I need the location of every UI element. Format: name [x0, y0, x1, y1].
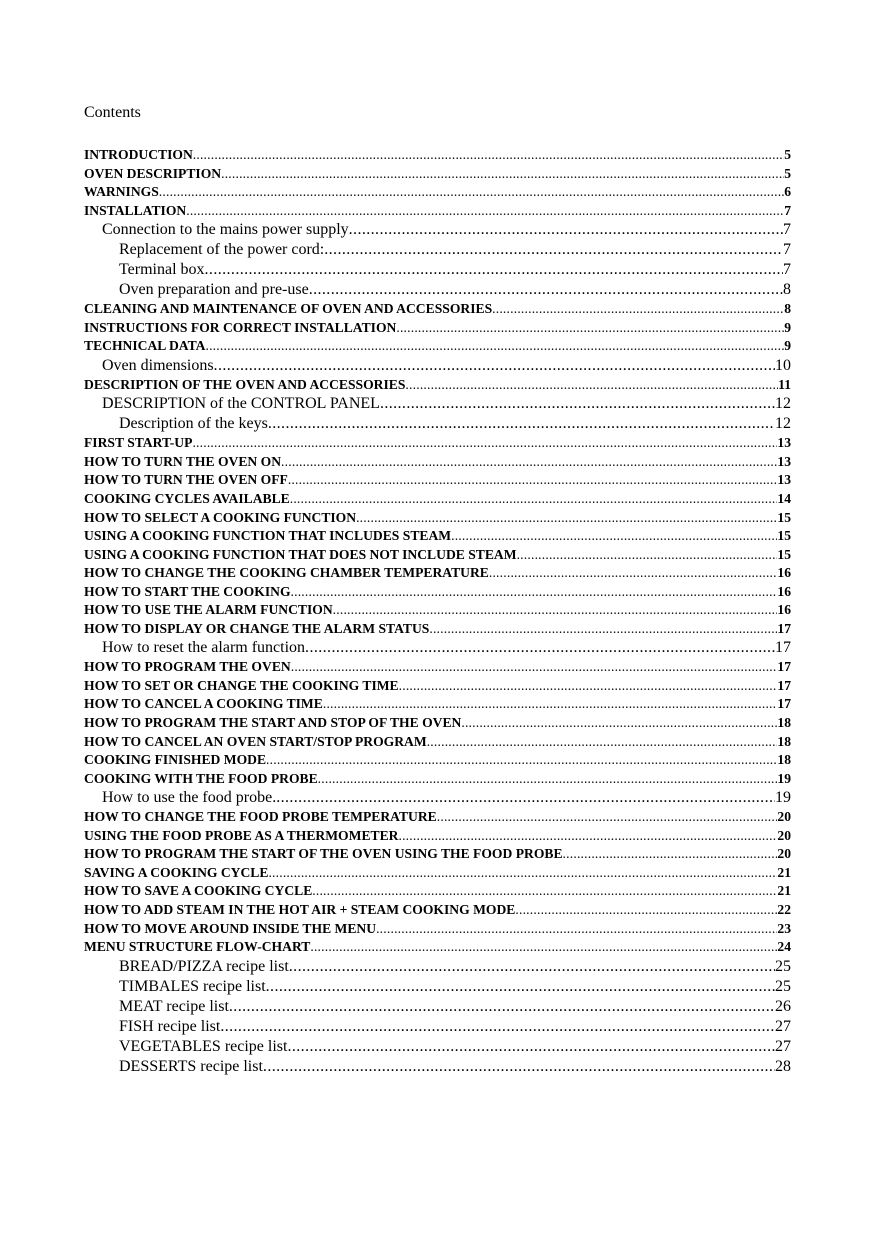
- toc-entry-label: USING A COOKING FUNCTION THAT DOES NOT INCLUDE STEAM: [84, 546, 517, 562]
- toc-dot-leader: [221, 165, 784, 184]
- toc-entry-label: Oven dimensions: [102, 356, 214, 374]
- toc-entry[interactable]: [84, 658, 791, 677]
- toc-entry-label: INSTALLATION: [84, 202, 187, 218]
- toc-page-number: 21: [777, 883, 791, 899]
- toc-entry[interactable]: [84, 183, 791, 202]
- toc-entry-label: FIRST START-UP: [84, 435, 193, 451]
- toc-page-number: 15: [777, 509, 791, 525]
- toc-entry-label: COOKING WITH THE FOOD PROBE: [84, 770, 318, 786]
- toc-page-number: 13: [777, 435, 791, 451]
- toc-dot-leader: [451, 527, 777, 546]
- toc-entry[interactable]: [84, 471, 791, 490]
- toc-entry[interactable]: [84, 546, 791, 565]
- toc-entry[interactable]: [84, 453, 791, 472]
- toc-entry-label: HOW TO CANCEL A COOKING TIME: [84, 696, 323, 712]
- toc-entry[interactable]: [84, 733, 791, 752]
- toc-page-number: 5: [784, 165, 791, 181]
- toc-page-number: 12: [775, 415, 791, 433]
- toc-page-number: 10: [775, 356, 791, 374]
- toc-dot-leader: [281, 453, 777, 472]
- toc-entry-label: Connection to the mains power supply: [102, 221, 349, 239]
- toc-dot-leader: [268, 864, 777, 883]
- toc-entry[interactable]: [84, 638, 791, 658]
- toc-dot-leader: [323, 695, 778, 714]
- toc-entry-label: HOW TO DISPLAY OR CHANGE THE ALARM STATUS: [84, 620, 430, 636]
- toc-entry[interactable]: [84, 1017, 791, 1037]
- toc-dot-leader: [205, 337, 784, 356]
- toc-entry-label: Replacement of the power cord:: [119, 241, 325, 259]
- toc-dot-leader: [288, 471, 778, 490]
- toc-entry[interactable]: [84, 770, 791, 789]
- toc-entry-label: HOW TO START THE COOKING: [84, 583, 291, 599]
- toc-entry[interactable]: [84, 827, 791, 846]
- toc-entry-label: HOW TO PROGRAM THE START AND STOP OF THE OVEN: [84, 715, 462, 731]
- toc-dot-leader: [220, 1017, 775, 1037]
- toc-entry[interactable]: [84, 1057, 791, 1077]
- toc-dot-leader: [396, 319, 784, 338]
- toc-entry-label: HOW TO CHANGE THE FOOD PROBE TEMPERATURE: [84, 809, 437, 825]
- toc-page-number: 21: [777, 864, 791, 880]
- toc-entry-label: HOW TO SET OR CHANGE THE COOKING TIME: [84, 677, 399, 693]
- toc-page-number: 25: [775, 977, 791, 995]
- toc-entry-label: DESSERTS recipe list: [119, 1057, 263, 1075]
- toc-dot-leader: [309, 280, 783, 300]
- toc-entry-label: HOW TO SAVE A COOKING CYCLE: [84, 883, 313, 899]
- toc-entry[interactable]: [84, 808, 791, 827]
- toc-entry-label: MEAT recipe list: [119, 997, 229, 1015]
- toc-entry[interactable]: [84, 695, 791, 714]
- toc-dot-leader: [205, 260, 783, 280]
- toc-page-number: 9: [784, 338, 791, 354]
- toc-dot-leader: [287, 1037, 775, 1057]
- toc-dot-leader: [289, 957, 775, 977]
- toc-page-number: 18: [777, 752, 791, 768]
- toc-entry-label: MENU STRUCTURE FLOW-CHART: [84, 939, 311, 955]
- toc-entry[interactable]: [84, 280, 791, 300]
- toc-page-number: 7: [784, 202, 791, 218]
- toc-entry-label: SAVING A COOKING CYCLE: [84, 864, 269, 880]
- toc-entry-label: HOW TO PROGRAM THE START OF THE OVEN USING THE FOOD PROBE: [84, 846, 563, 862]
- toc-entry[interactable]: [84, 509, 791, 528]
- toc-dot-leader: [263, 1057, 775, 1077]
- toc-entry-label: CLEANING AND MAINTENANCE OF OVEN AND ACCESSORIES: [84, 301, 493, 317]
- toc-dot-leader: [356, 509, 777, 528]
- toc-entry[interactable]: [84, 788, 791, 808]
- toc-page-number: 16: [777, 602, 791, 618]
- toc-page-number: 6: [784, 184, 791, 200]
- toc-dot-leader: [305, 638, 775, 658]
- toc-dot-leader: [291, 583, 778, 602]
- toc-page-number: 20: [777, 827, 791, 843]
- toc-page-number: 13: [777, 472, 791, 488]
- toc-page-number: 16: [777, 565, 791, 581]
- toc-entry[interactable]: [84, 564, 791, 583]
- toc-page-number: 28: [775, 1057, 791, 1075]
- toc-dot-leader: [429, 620, 777, 639]
- toc-entry[interactable]: [84, 845, 791, 864]
- toc-entry-label: DESCRIPTION of the CONTROL PANEL: [102, 395, 380, 413]
- toc-entry[interactable]: [84, 882, 791, 901]
- toc-entry-label: How to reset the alarm function: [102, 639, 306, 657]
- toc-page-number: 17: [777, 620, 791, 636]
- toc-dot-leader: [437, 808, 778, 827]
- toc-page-number: 20: [777, 846, 791, 862]
- toc-page-number: 25: [775, 957, 791, 975]
- toc-entry-label: HOW TO PROGRAM THE OVEN: [84, 659, 291, 675]
- toc-dot-leader: [229, 997, 775, 1017]
- toc-page-number: 8: [784, 301, 791, 317]
- toc-entry-label: Oven preparation and pre-use: [119, 281, 309, 299]
- toc-page-number: 19: [777, 770, 791, 786]
- toc-entry-label: HOW TO USE THE ALARM FUNCTION: [84, 602, 333, 618]
- toc-entry[interactable]: [84, 434, 791, 453]
- toc-page-number: 20: [777, 809, 791, 825]
- toc-entry-label: DESCRIPTION OF THE OVEN AND ACCESSORIES: [84, 376, 406, 392]
- toc-dot-leader: [266, 751, 777, 770]
- toc-dot-leader: [489, 564, 778, 583]
- toc-page-number: 9: [784, 319, 791, 335]
- toc-entry[interactable]: [84, 677, 791, 696]
- toc-dot-leader: [333, 601, 778, 620]
- toc-dot-leader: [192, 434, 777, 453]
- toc-page-number: 22: [777, 901, 791, 917]
- toc-entry[interactable]: [84, 165, 791, 184]
- toc-page-number: 18: [777, 715, 791, 731]
- toc-entry-label: Terminal box: [119, 261, 205, 279]
- toc-entry-label: FISH recipe list: [119, 1017, 221, 1035]
- toc-entry[interactable]: [84, 260, 791, 280]
- toc-entry-label: COOKING FINISHED MODE: [84, 752, 267, 768]
- page-title: Contents: [84, 104, 141, 121]
- toc-page-number: 17: [775, 639, 791, 657]
- toc-entry-label: HOW TO CHANGE THE COOKING CHAMBER TEMPERATURE: [84, 565, 489, 581]
- toc-dot-leader: [461, 714, 777, 733]
- toc-entry[interactable]: [84, 220, 791, 240]
- toc-entry[interactable]: [84, 490, 791, 509]
- toc-dot-leader: [312, 882, 777, 901]
- toc-entry-label: WARNINGS: [84, 184, 159, 200]
- toc-entry[interactable]: [84, 146, 791, 165]
- toc-entry-label: Description of the keys: [119, 415, 268, 433]
- toc-entry[interactable]: [84, 920, 791, 939]
- toc-page-number: 16: [777, 583, 791, 599]
- toc-entry[interactable]: [84, 394, 791, 414]
- toc-entry[interactable]: [84, 202, 791, 221]
- toc-dot-leader: [214, 356, 775, 376]
- toc-page-number: 15: [777, 528, 791, 544]
- toc-dot-leader: [318, 770, 778, 789]
- toc-dot-leader: [492, 300, 784, 319]
- toc-dot-leader: [268, 414, 775, 434]
- toc-entry-label: HOW TO ADD STEAM IN THE HOT AIR + STEAM COOKING MODE: [84, 901, 516, 917]
- toc-dot-leader: [563, 845, 778, 864]
- toc-entry[interactable]: [84, 977, 791, 997]
- toc-entry[interactable]: [84, 601, 791, 620]
- toc-entry[interactable]: [84, 864, 791, 883]
- toc-entry-label: USING THE FOOD PROBE AS A THERMOMETER: [84, 827, 399, 843]
- toc-entry-label: OVEN DESCRIPTION: [84, 165, 222, 181]
- toc-entry[interactable]: [84, 583, 791, 602]
- toc-dot-leader: [398, 827, 777, 846]
- toc-entry-label: HOW TO MOVE AROUND INSIDE THE MENU: [84, 920, 377, 936]
- toc-dot-leader: [515, 901, 777, 920]
- toc-dot-leader: [310, 938, 777, 957]
- toc-dot-leader: [380, 394, 775, 414]
- toc-page-number: 24: [777, 939, 791, 955]
- toc-dot-leader: [291, 658, 778, 677]
- toc-entry-label: INSTRUCTIONS FOR CORRECT INSTALLATION: [84, 319, 397, 335]
- toc-entry[interactable]: [84, 337, 791, 356]
- toc-page-number: 19: [775, 789, 791, 807]
- toc-dot-leader: [266, 977, 775, 997]
- toc-entry-label: VEGETABLES recipe list: [119, 1037, 288, 1055]
- toc-entry-label: HOW TO TURN THE OVEN ON: [84, 453, 282, 469]
- toc-entry-label: HOW TO TURN THE OVEN OFF: [84, 472, 288, 488]
- toc-dot-leader: [290, 490, 778, 509]
- toc-entry[interactable]: [84, 997, 791, 1017]
- toc-entry[interactable]: [84, 240, 791, 260]
- toc-dot-leader: [349, 220, 783, 240]
- toc-entry[interactable]: [84, 751, 791, 770]
- toc-dot-leader: [376, 920, 777, 939]
- toc-dot-leader: [276, 788, 775, 808]
- toc-page-number: 23: [777, 920, 791, 936]
- toc-entry-label: How to use the food probe.: [102, 789, 277, 807]
- toc-entry-label: COOKING CYCLES AVAILABLE: [84, 491, 290, 507]
- toc-entry[interactable]: [84, 714, 791, 733]
- toc-page-number: 27: [775, 1037, 791, 1055]
- toc-entry-label: INTRODUCTION: [84, 147, 193, 162]
- toc-entry[interactable]: [84, 376, 791, 395]
- toc-page-number: 13: [777, 453, 791, 469]
- toc-dot-leader: [324, 240, 783, 260]
- toc-page-number: 17: [777, 677, 791, 693]
- toc-page-number: 5: [784, 147, 791, 162]
- toc-page-number: 7: [783, 221, 791, 239]
- toc-page-number: 17: [777, 659, 791, 675]
- toc-entry-label: TECHNICAL DATA: [84, 338, 206, 354]
- toc-entry[interactable]: [84, 901, 791, 920]
- toc-page-number: 7: [783, 241, 791, 259]
- toc-page-number: 7: [783, 261, 791, 279]
- toc-dot-leader: [193, 146, 784, 165]
- toc-entry[interactable]: [84, 957, 791, 977]
- toc-dot-leader: [186, 202, 784, 221]
- toc-page-number: 26: [775, 997, 791, 1015]
- toc-entry[interactable]: [84, 319, 791, 338]
- toc-page-number: 11: [778, 376, 791, 392]
- toc-entry[interactable]: [84, 356, 791, 376]
- toc-entry[interactable]: [84, 527, 791, 546]
- toc-dot-leader: [427, 733, 778, 752]
- toc-page-number: 17: [777, 696, 791, 712]
- toc-entry[interactable]: [84, 414, 791, 434]
- toc-entry[interactable]: [84, 1037, 791, 1057]
- toc-dot-leader: [405, 376, 778, 395]
- toc-entry[interactable]: [84, 620, 791, 639]
- toc-entry-label: USING A COOKING FUNCTION THAT INCLUDES STEAM: [84, 528, 452, 544]
- toc-dot-leader: [399, 677, 778, 696]
- toc-page-number: 14: [777, 491, 791, 507]
- toc-dot-leader: [517, 546, 778, 565]
- toc-entry-label: HOW TO SELECT A COOKING FUNCTION: [84, 509, 357, 525]
- toc-entry[interactable]: [84, 300, 791, 319]
- toc-entry-label: HOW TO CANCEL AN OVEN START/STOP PROGRAM: [84, 733, 427, 749]
- toc-page-number: 15: [777, 546, 791, 562]
- toc-dot-leader: [159, 183, 784, 202]
- toc-page-number: 18: [777, 733, 791, 749]
- toc-page-number: 27: [775, 1017, 791, 1035]
- table-of-contents: [84, 146, 791, 1077]
- toc-entry[interactable]: [84, 938, 791, 957]
- toc-entry-label: TIMBALES recipe list: [119, 977, 266, 995]
- toc-entry-label: BREAD/PIZZA recipe list: [119, 957, 289, 975]
- toc-page-number: 8: [783, 281, 791, 299]
- toc-page-number: 12: [775, 395, 791, 413]
